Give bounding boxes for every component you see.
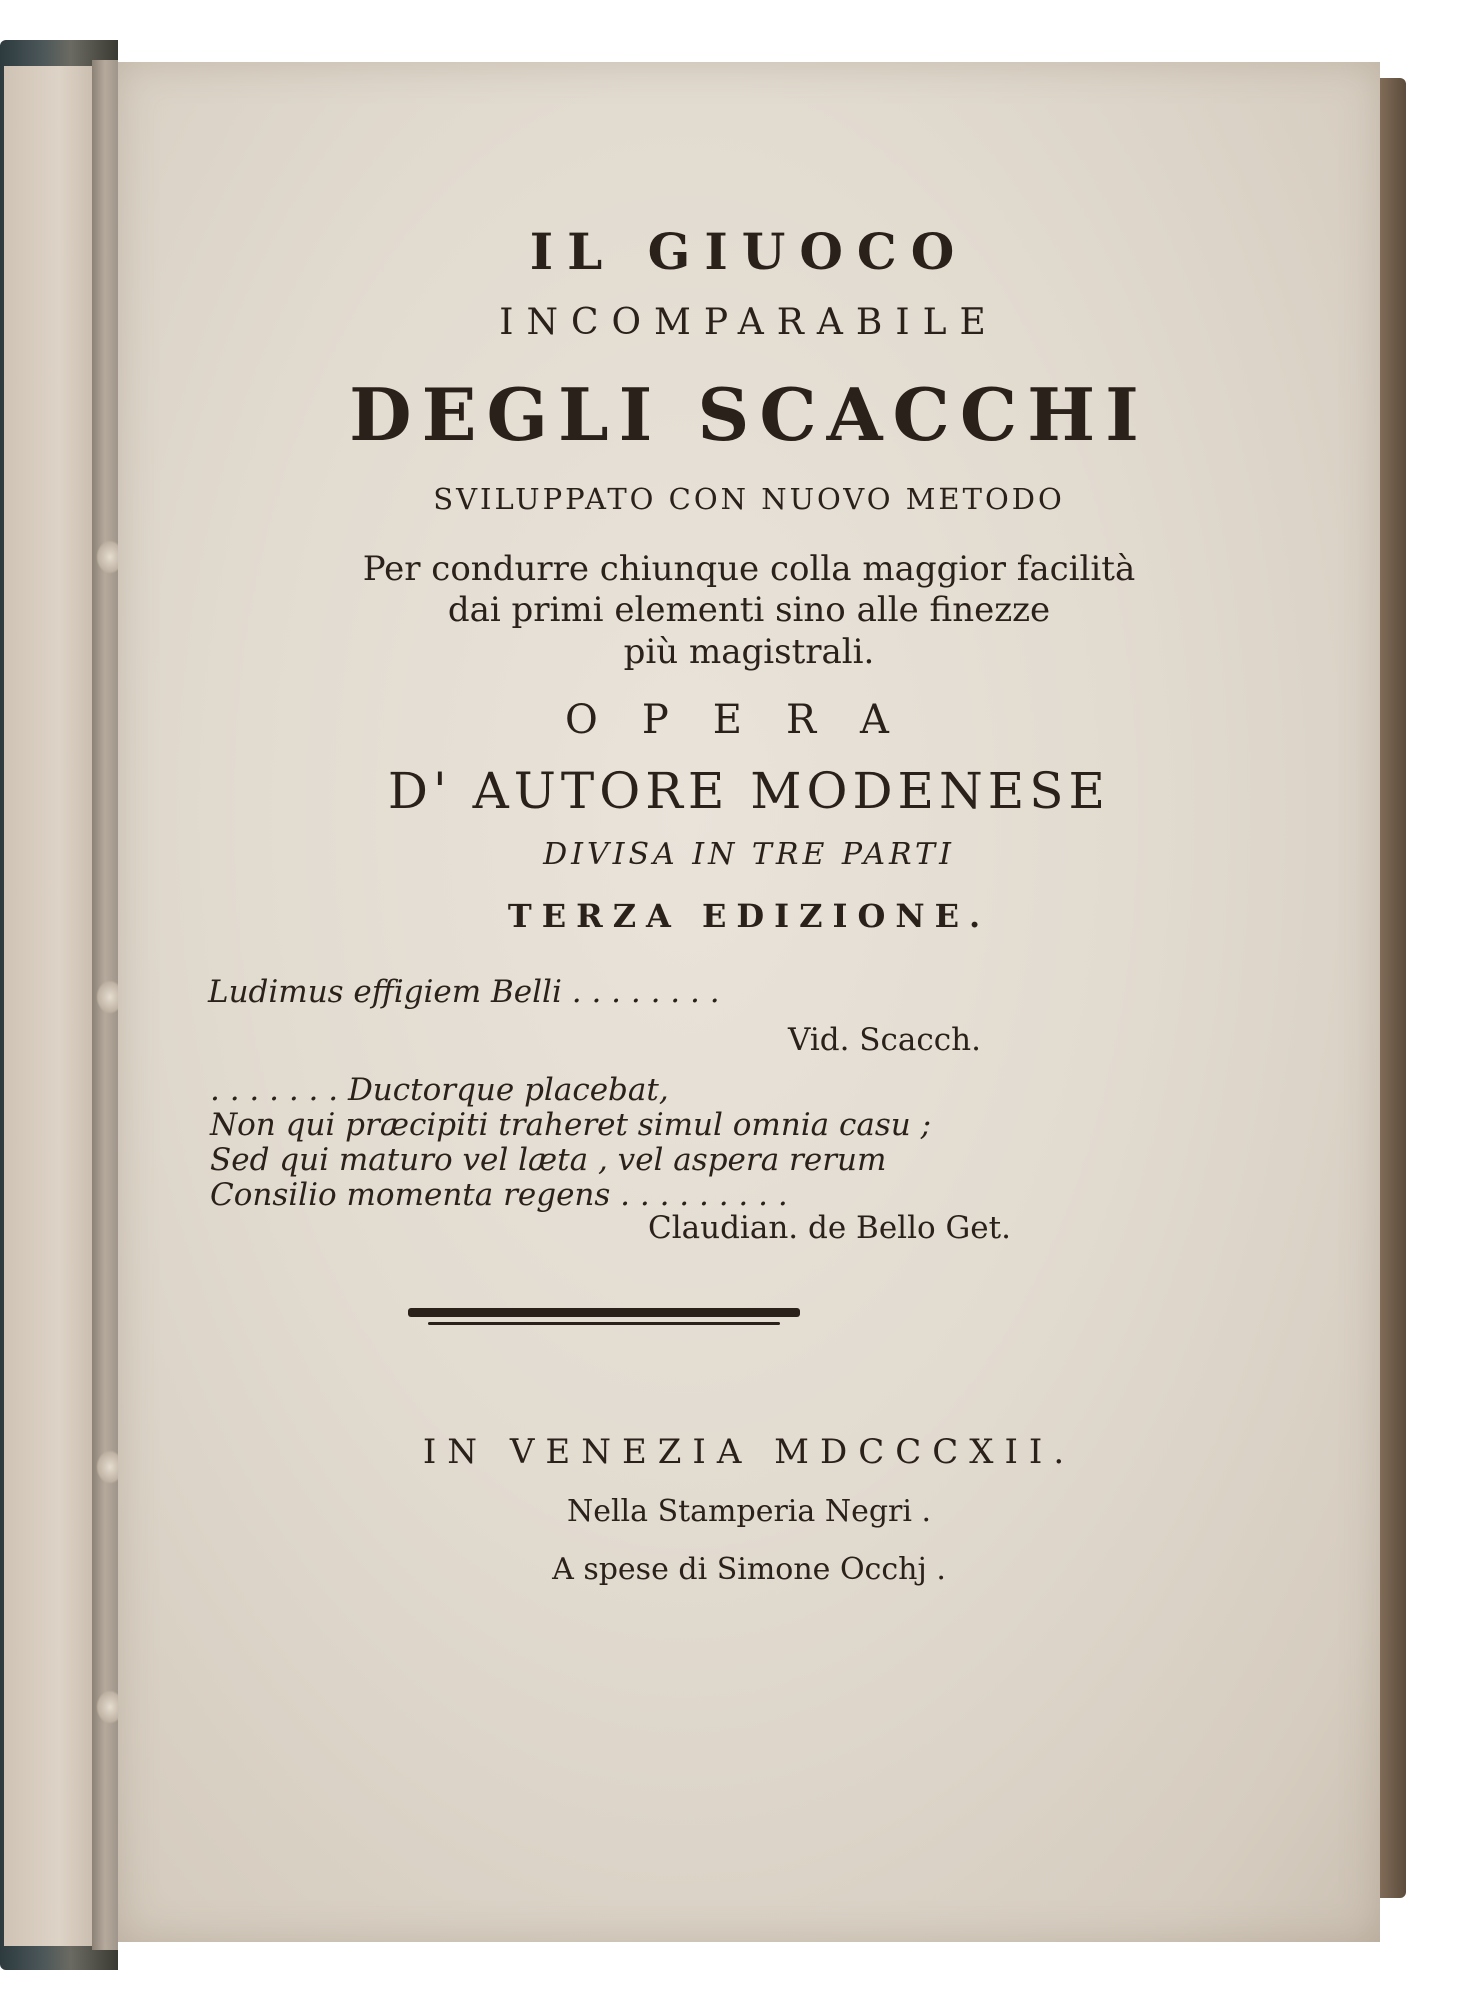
epigraph-line: Consilio momenta regens . . . . . . . . . <box>210 1177 788 1213</box>
subtitle-line: dai primi elementi sino alle finezze <box>447 590 1051 630</box>
edition-line: TERZA EDIZIONE. <box>507 897 991 935</box>
title-line-1: IL GIUOCO <box>529 222 969 281</box>
ornamental-rule <box>408 1308 800 1317</box>
title-line-4: SVILUPPATO CON NUOVO METODO <box>433 482 1065 516</box>
epigraph-line: Sed qui maturo vel læta , vel aspera rerum <box>210 1142 887 1178</box>
epigraph-source: Claudian. de Bello Get. <box>648 1210 1011 1246</box>
author-line: D' AUTORE MODENESE <box>387 762 1111 820</box>
imprint-publisher: A spese di Simone Occhj . <box>552 1552 946 1587</box>
epigraph-line: . . . . . . . Ductorque placebat, <box>210 1072 669 1108</box>
imprint-place-date: IN VENEZIA MDCCCXII. <box>422 1432 1076 1472</box>
epigraph-line: Non qui præcipiti traheret simul omnia casu ; <box>210 1107 932 1143</box>
ornamental-rule <box>428 1322 780 1325</box>
title-line-2: INCOMPARABILE <box>499 302 999 343</box>
left-page-edge <box>4 66 96 1946</box>
epigraph-source: Vid. Scacch. <box>788 1022 981 1058</box>
title-page <box>118 62 1380 1942</box>
main-title: DEGLI SCACCHI <box>349 372 1149 457</box>
subtitle-line: Per condurre chiunque colla maggior facilità <box>362 549 1136 589</box>
subtitle-line: più magistrali. <box>623 632 875 672</box>
opera-label: OPERA <box>565 697 933 743</box>
imprint-printer: Nella Stamperia Negri . <box>566 1494 932 1529</box>
epigraph-line: Ludimus effigiem Belli . . . . . . . . <box>208 974 720 1010</box>
division-line: DIVISA IN TRE PARTI <box>543 837 955 872</box>
